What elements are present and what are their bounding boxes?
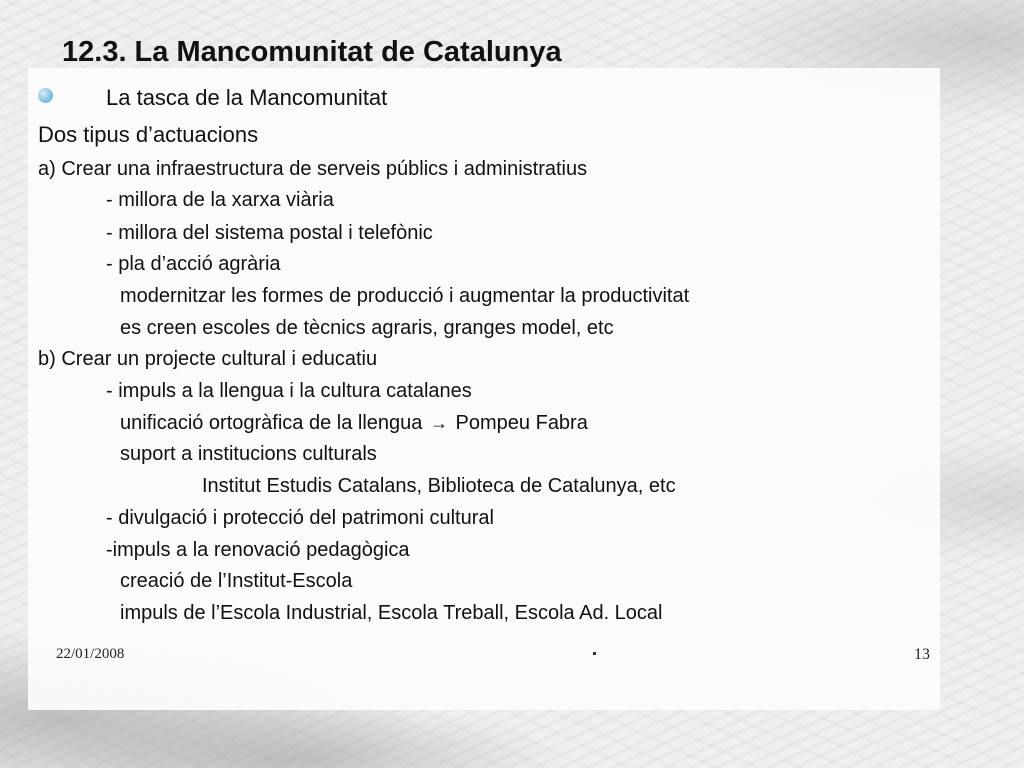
list-subitem: [120, 412, 588, 435]
footer-dot: [593, 652, 596, 655]
pompeu-fabra-text: Pompeu Fabra: [455, 412, 588, 434]
list-item: - millora de la xarxa viària: [106, 189, 334, 211]
list-subitem: creació de l’Institut-Escola: [120, 570, 353, 592]
bullet-text: La tasca de la Mancomunitat: [106, 85, 388, 110]
slide-title: 12.3. La Mancomunitat de Catalunya: [62, 36, 562, 68]
right-arrow-icon: →: [429, 413, 448, 433]
list-item: - divulgació i protecció del patrimoni cultural: [106, 507, 494, 529]
list-subitem: modernitzar les formes de producció i augmentar la productivitat: [120, 285, 690, 307]
list-subitem-detail: Institut Estudis Catalans, Biblioteca de Catalunya, etc: [202, 475, 676, 497]
list-subitem: suport a institucions culturals: [120, 443, 377, 465]
section-a-heading: a) Crear una infraestructura de serveis públics i administratius: [38, 158, 588, 180]
list-subitem: es creen escoles de tècnics agraris, granges model, etc: [120, 317, 614, 339]
bullet-item: [38, 85, 388, 110]
list-item: -impuls a la renovació pedagògica: [106, 539, 410, 561]
orthography-text: unificació ortogràfica de la llengua: [120, 412, 423, 434]
subtitle: Dos tipus d’actuacions: [38, 122, 259, 147]
section-b-heading: b) Crear un projecte cultural i educatiu: [38, 348, 378, 370]
list-item: - pla d’acció agrària: [106, 253, 281, 275]
footer-date: 22/01/2008: [56, 646, 125, 662]
page-number: 13: [914, 646, 930, 663]
list-item: - millora del sistema postal i telefònic: [106, 222, 433, 244]
list-subitem: impuls de l’Escola Industrial, Escola Treball, Escola Ad. Local: [120, 602, 663, 624]
list-item: - impuls a la llengua i la cultura catalanes: [106, 380, 472, 402]
bullet-dot-icon: [38, 88, 53, 103]
